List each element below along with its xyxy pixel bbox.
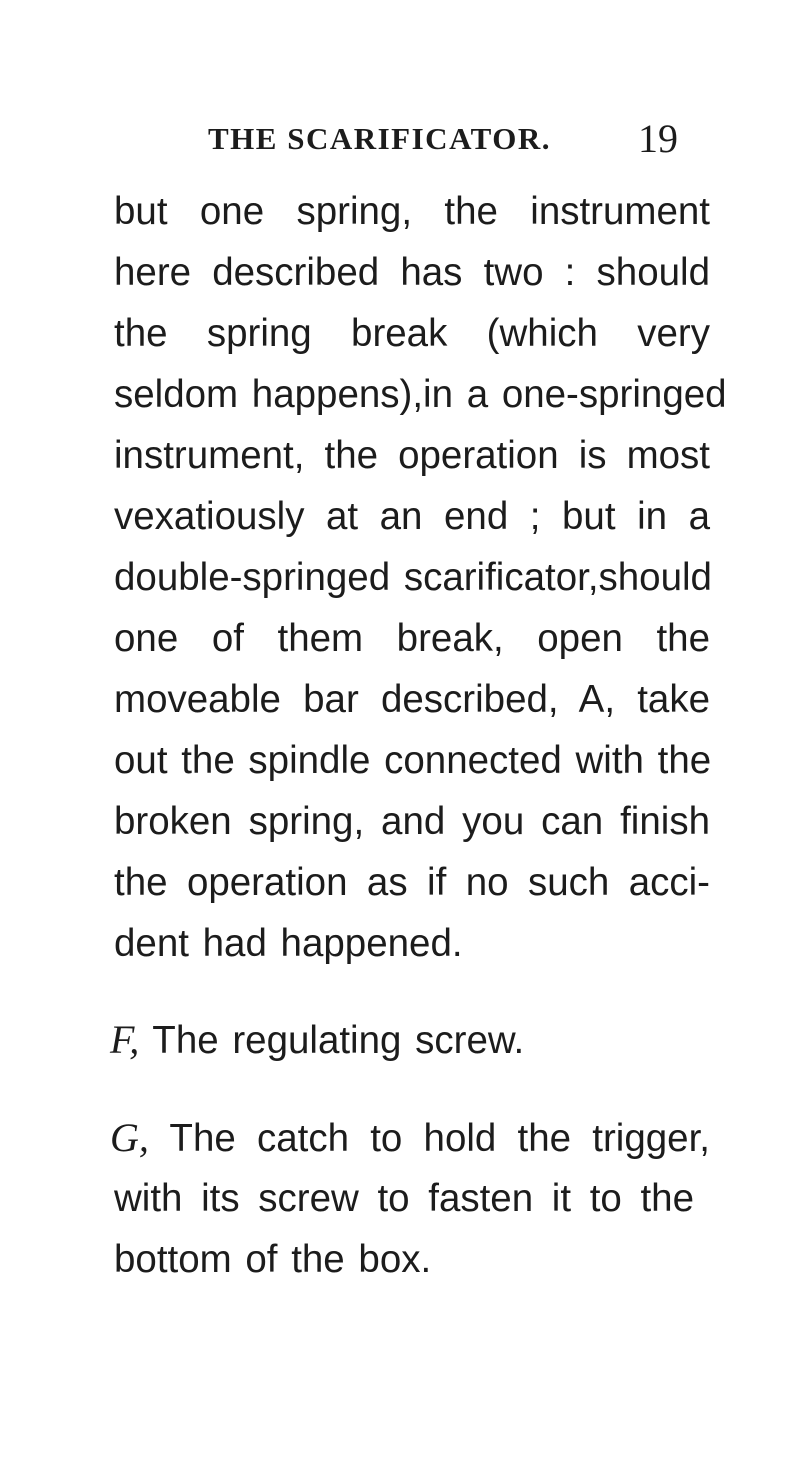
entry-line: with its screw to fasten it to the xyxy=(114,1177,694,1220)
running-title: THE SCARIFICATOR. xyxy=(208,121,552,156)
paragraph-line: but one spring, the instrument xyxy=(114,190,710,233)
entry-g xyxy=(110,1108,710,1168)
paragraph-line: out the spindle connected with the xyxy=(114,739,712,782)
paragraph-line: here described has two : should xyxy=(114,251,710,294)
paragraph-line: moveable bar described, A, take xyxy=(114,678,710,721)
paragraph-line: the operation as if no such acci- xyxy=(114,861,710,904)
paragraph-line: the spring break (which very xyxy=(114,312,710,355)
entry-letter: F, xyxy=(110,1017,140,1062)
paragraph-line: vexatiously at an end ; but in a xyxy=(114,495,710,538)
paragraph-line: seldom happens),in a one-springed xyxy=(114,373,727,416)
running-head xyxy=(208,115,678,165)
paragraph-line: instrument, the operation is most xyxy=(114,434,710,477)
paragraph-line: one of them break, open the xyxy=(114,617,710,660)
paragraph-line: dent had happened. xyxy=(114,922,463,965)
entry-text: The regulating screw. xyxy=(152,1019,525,1062)
entry-line: bottom of the box. xyxy=(114,1238,432,1281)
entry-f xyxy=(110,1010,524,1070)
page-number: 19 xyxy=(638,116,678,161)
paragraph-line: double-springed scarificator,should xyxy=(114,556,712,599)
paragraph-line: broken spring, and you can finish xyxy=(114,800,710,843)
entry-text: The catch to hold the trigger, xyxy=(169,1117,710,1160)
entry-letter: G, xyxy=(110,1115,149,1160)
